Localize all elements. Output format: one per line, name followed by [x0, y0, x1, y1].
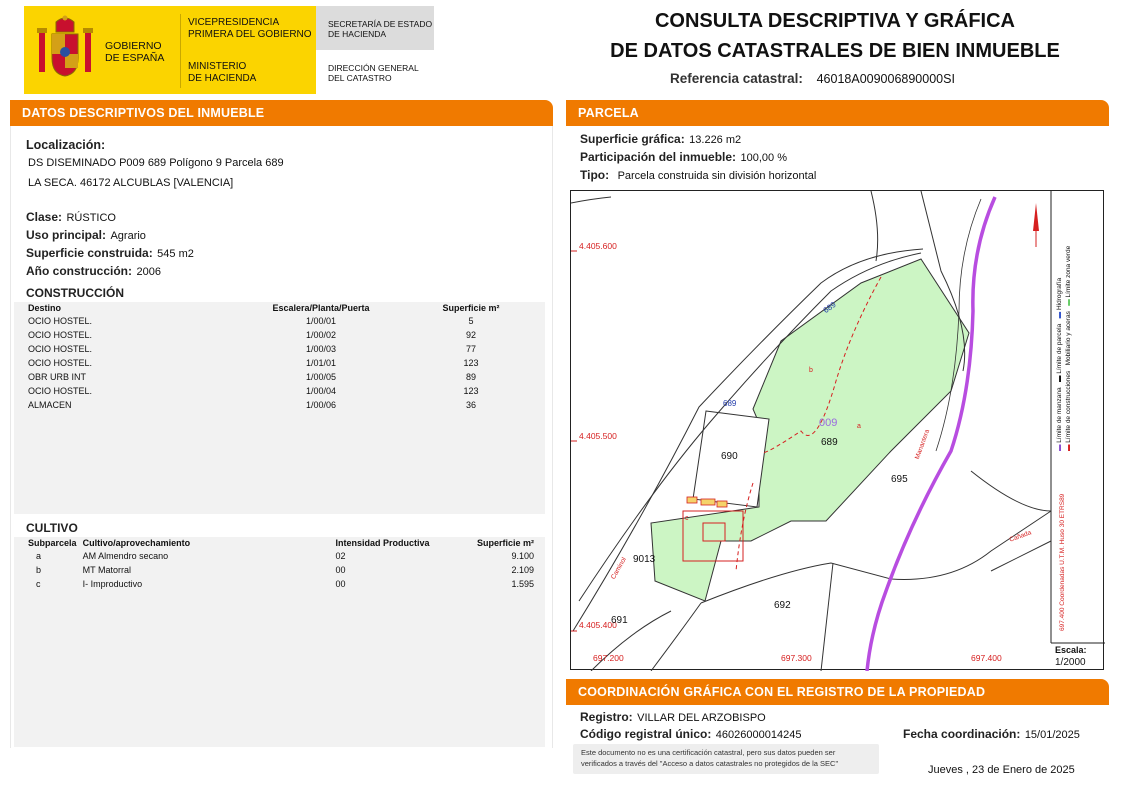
gobierno-label: GOBIERNO DE ESPAÑA [105, 40, 165, 64]
registro-row: Registro: VILLAR DEL ARZOBISPO [580, 710, 766, 724]
construccion-row: OCIO HOSTEL. 1/00/03 77 [28, 344, 476, 354]
direccion-label: DIRECCIÓN GENERAL DEL CATASTRO [328, 63, 419, 83]
cultivo-table: Subparcela Cultivo/aprovechamiento Intensidad Productiva Superficie m² a AM Almendro secano 02 9.100 b MT Matorral 00 2.109 c I- Improductivo 00 1.595 [26, 537, 546, 591]
escala-label: Escala: [1055, 645, 1087, 655]
localizacion-line2: LA SECA. 46172 ALCUBLAS [VALENCIA] [28, 177, 234, 189]
cultivo-row: a AM Almendro secano 02 9.100 [36, 551, 534, 561]
construccion-title: CONSTRUCCIÓN [26, 286, 124, 300]
legend-hidrografia: Hidrografía [1056, 277, 1063, 311]
escala-value: 1/2000 [1055, 657, 1086, 668]
y-coord-3: 4.405.400 [579, 620, 617, 630]
legend-zona-verde: Límite zona verde [1065, 245, 1072, 298]
subparcel-a: a [857, 423, 861, 430]
construccion-row: OCIO HOSTEL. 1/01/01 123 [28, 358, 479, 368]
cultivo-row: c I- Improductivo 00 1.595 [36, 579, 534, 589]
page-subtitle: DE DATOS CATASTRALES DE BIEN INMUEBLE [610, 40, 1060, 62]
coordinacion-header: COORDINACIÓN GRÁFICA CON EL REGISTRO DE LA PROPIEDAD [566, 679, 1109, 705]
road-label-689: 689 [723, 399, 737, 408]
legend-parcela: Límite de parcela [1056, 323, 1063, 374]
parcel-label-690: 690 [721, 451, 738, 462]
cultivo-row: b MT Matorral 00 2.109 [36, 565, 534, 575]
fecha-coordinacion-row: Fecha coordinación: 15/01/2025 [903, 727, 1080, 741]
superficie-construida-row: Superficie construida: 545 m2 [26, 246, 194, 260]
legend-manzana: Límite de manzana [1056, 387, 1063, 443]
road-label-caminol: Caminol [609, 556, 628, 581]
referencia-catastral [670, 71, 955, 86]
subparcel-c: c [685, 515, 689, 522]
parcel-label-9013: 9013 [633, 554, 656, 565]
x-coord-2: 697.300 [781, 653, 812, 663]
parcela-header: PARCELA [566, 100, 1109, 126]
construccion-table: Destino Escalera/Planta/Puerta Superficie m² OCIO HOSTEL. 1/00/01 5 OCIO HOSTEL. 1/00/02 92 OCIO HOSTEL. 1/00/03 77 OCIO HOSTEL. 1/01/01 123 OBR URB INT 1/00/05 89 OCIO HOSTEL. 1/00/04 123 ALMACEN 1/00/06 36 [26, 302, 546, 412]
disclaimer-note: Este documento no es una certificación catastral, pero sus datos pueden ser verificados a través del "Acceso a datos catastrales no protegidos de la SEC" [573, 744, 879, 774]
ref-label: Referencia catastral: [670, 71, 803, 86]
parcel-label-695: 695 [891, 474, 908, 485]
coat-of-arms-icon [34, 14, 96, 82]
parcel-label-692: 692 [774, 600, 791, 611]
road-label-689b: 689 [821, 299, 838, 316]
y-coord-1: 4.405.600 [579, 241, 617, 251]
map-drawing [571, 191, 1105, 671]
datos-descriptivos-header: DATOS DESCRIPTIVOS DEL INMUEBLE [10, 100, 553, 126]
parcel-label-689: 689 [821, 437, 838, 448]
y-coord-2: 4.405.500 [579, 431, 617, 441]
vicepresidencia-label: VICEPRESIDENCIA PRIMERA DEL GOBIERNO [188, 17, 312, 40]
construccion-row: ALMACEN 1/00/06 36 [28, 400, 476, 410]
subparcel-b: b [809, 367, 813, 374]
road-label-manantera: Manantera [913, 428, 932, 461]
codigo-registral-row: Código registral único: 46026000014245 [580, 727, 802, 741]
cadastral-map[interactable]: 4.405.600 4.405.500 4.405.400 697.200 697.300 697.400 009 689 690 695 692 9013 691 689 689 a b c Manantera Caminol Cañada Escala: 1/2000 ▬ Límite de manzana ▬ Límite de parcela ▬ Hidrografía ▬ Límite de construcciones Mobiliario y aceras ▬ Límite zona verde 697.400 Coordenadas U.T.M. Huso 30 ETRS89 [570, 190, 1104, 670]
document-date: Jueves , 23 de Enero de 2025 [928, 764, 1075, 776]
legend-mobiliario: Mobiliario y aceras [1065, 311, 1072, 366]
localizacion-label: Localización: [26, 138, 106, 152]
construccion-row: OCIO HOSTEL. 1/00/01 5 [28, 316, 474, 326]
x-coord-3: 697.400 [971, 653, 1002, 663]
x-coord-1: 697.200 [593, 653, 624, 663]
clase-row: Clase: RÚSTICO [26, 210, 116, 224]
uso-row: Uso principal: Agrario [26, 228, 146, 242]
header-divider [180, 14, 181, 88]
superficie-grafica-row: Superficie gráfica: 13.226 m2 [580, 132, 742, 146]
tipo-row: Tipo: Parcela construida sin división horizontal [580, 168, 817, 182]
localizacion-line1: DS DISEMINADO P009 689 Polígono 9 Parcela 689 [28, 157, 284, 169]
construccion-table-box [14, 302, 545, 514]
road-label-canada: Cañada [1008, 529, 1033, 544]
anio-construccion-row: Año construcción: 2006 [26, 264, 161, 278]
legend-construcciones: Límite de construcciones [1065, 370, 1072, 443]
construccion-row: OBR URB INT 1/00/05 89 [28, 372, 476, 382]
parcel-label-009: 009 [819, 417, 838, 429]
cultivo-title: CULTIVO [26, 521, 78, 535]
cultivo-table-box [14, 537, 545, 747]
construccion-row: OCIO HOSTEL. 1/00/04 123 [28, 386, 479, 396]
parcel-label-691: 691 [611, 615, 628, 626]
page-title: CONSULTA DESCRIPTIVA Y GRÁFICA [654, 10, 1016, 32]
construccion-row: OCIO HOSTEL. 1/00/02 92 [28, 330, 476, 340]
ministerio-label: MINISTERIO DE HACIENDA [188, 61, 257, 84]
ref-value: 46018A009006890000SI [816, 72, 955, 86]
participacion-row: Participación del inmueble: 100,00 % [580, 150, 787, 164]
secretaria-label: SECRETARÍA DE ESTADO DE HACIENDA [328, 19, 433, 39]
